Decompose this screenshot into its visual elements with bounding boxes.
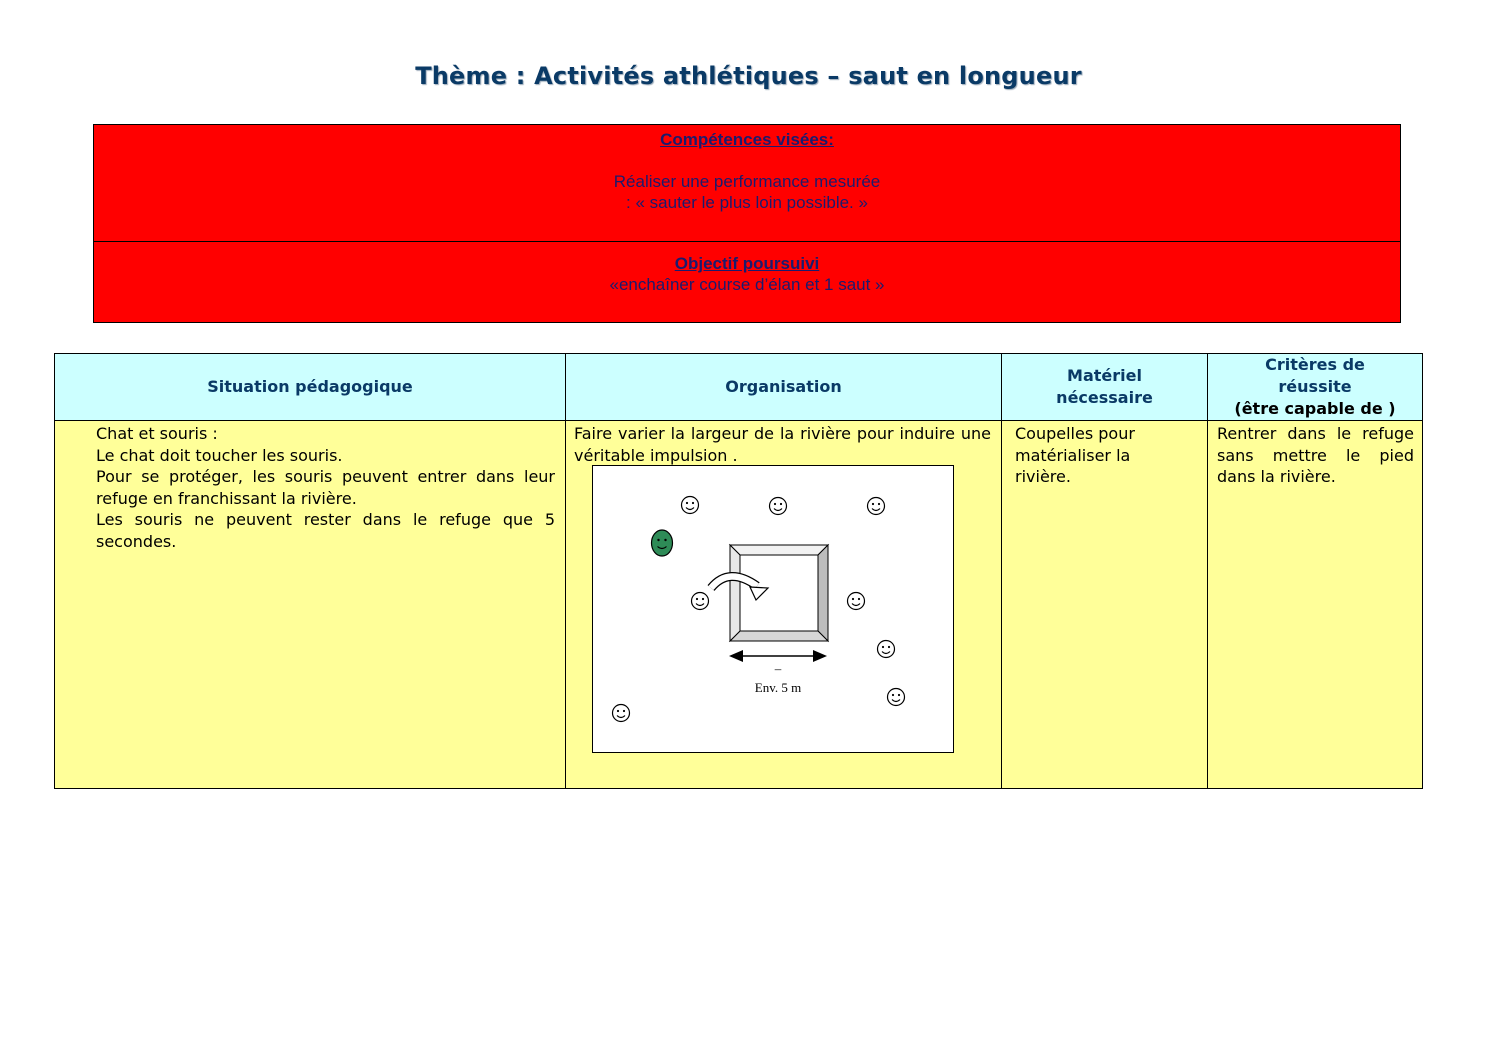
table-header-row [55,354,1423,421]
organisation-cell [566,421,1002,789]
cat-face-icon [652,530,673,556]
competences-line-2: : « sauter le plus loin possible. » [626,193,868,212]
header-materiel [1002,354,1208,421]
header-criteres-line-2: réussite [1278,377,1352,396]
organisation-text: Faire varier la largeur de la rivière pour induire une véritable impulsion . [574,424,991,465]
competences-line-1: Réaliser une performance mesurée [613,172,881,191]
criteres-text: Rentrer dans le refuge sans mettre le pied dans la rivière. [1217,424,1414,486]
header-criteres-line-1: Critères de [1265,355,1365,374]
materiel-text: Coupelles pour matérialiser la rivière. [1015,424,1135,486]
situation-line-2: Le chat doit toucher les souris. [96,445,343,465]
objectif-heading: Objectif poursuivi [674,254,820,273]
diagram-distance-label: Env. 5 m [754,680,802,695]
mouse-smiley-icon [888,689,905,706]
header-organisation: Organisation [566,354,1002,421]
header-materiel-line-1: Matériel [1067,366,1142,385]
diagram-drawing [593,466,953,752]
mouse-smiley-icon [848,593,865,610]
mouse-smiley-icon [682,497,699,514]
header-criteres [1208,354,1423,421]
situation-cell [55,421,566,789]
header-criteres-line-3: (être capable de ) [1234,399,1396,418]
mouse-smiley-icon [613,705,630,722]
competences-section [94,129,1400,213]
header-situation: Situation pédagogique [55,354,566,421]
objectives-divider [94,241,1400,242]
situation-line-4: Les souris ne peuvent rester dans le refuge que 5 secondes. [96,510,555,551]
materiel-cell [1002,421,1208,789]
situation-line-1: Chat et souris : [96,424,218,443]
mouse-smiley-icon [868,498,885,515]
objectif-section [94,253,1400,295]
page-title: Thème : Activités athlétiques – saut en longueur [415,62,1082,90]
diagram-dash: – [774,661,782,676]
competences-heading: Compétences visées: [660,130,834,149]
situation-line-3: Pour se protéger, les souris peuvent entrer dans leur refuge en franchissant la rivière. [96,467,555,508]
table-row [55,421,1423,789]
refuge-square [730,545,828,641]
objectif-text: «enchaîner course d’élan et 1 saut » [609,275,885,294]
header-materiel-line-2: nécessaire [1056,388,1153,407]
mouse-smiley-icon [770,498,787,515]
objectives-box [93,124,1401,323]
lesson-table [54,353,1423,789]
game-diagram [592,465,954,753]
mouse-smiley-icon [692,593,709,610]
mouse-smiley-icon [878,641,895,658]
criteres-cell [1208,421,1423,789]
